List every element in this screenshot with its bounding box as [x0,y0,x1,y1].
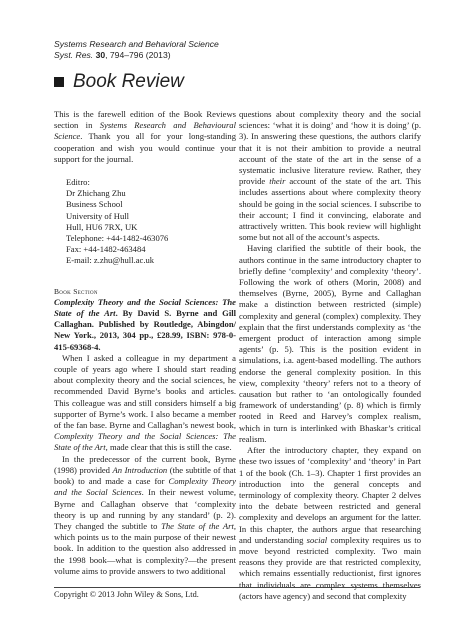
journal-abbrev: Syst. Res. [54,50,94,60]
editor-line: Hull, HU6 7RX, UK [66,221,138,232]
editor-line: Business School [66,199,123,210]
editor-line: University of Hull [66,210,130,221]
italic-span: The State of the Art [161,520,234,531]
italic-span: social [306,534,328,545]
journal-header [54,39,219,61]
journal-citation [54,50,219,61]
copyright-notice: Copyright © 2013 John Wiley & Sons, Ltd. [54,590,199,599]
intro-text-end: . Thank you all for your long-standing cooperation and wish you would continue your support for the journal. [54,131,236,164]
book-details: . By David S. Byrne and Gill Callaghan. Published by Routledge, Abingdon/ New York., 2013, 304 pp., £28.99, ISBN: 978-0-415-69368-4. [54,308,236,352]
editor-line: Fax: +44-1482-463484 [66,244,146,255]
text-span: . In their newest volume, Byrne and Callaghan observe that ‘complexity theory is up and running by any standard’ (p. 2). They changed the subtitle to [54,487,236,531]
journal-name: Systems Research and Behavioral Science [54,39,219,49]
editor-email: E-mail: z.zhu@hull.ac.uk [66,255,155,266]
text-span: (the subtitle of that book) to and made a case for [54,464,236,487]
right-column [239,109,421,602]
text-span: When I asked a colleague in my department a couple of years ago where I should start reading about complexity theory and the social sciences, he recommended David Byrne’s books and articles. This colleague was and still considers himself a big supporter of Byrne’s work. I also became a member of the fan base. Byrne and Callaghan’s newest book, [54,352,236,431]
text-span: After the introductory chapter, they expand on these two issues of ‘complexity’ and ‘theory’ in Part 1 of the book (Ch. 1–3). Chapter 1 first provides an introduction into the general concepts and terminology of complexity theory. Chapter 2 delves into the debate between restricted and general complexity and develops an argument for the latter. In this chapter, the authors argue that researching and understanding [239,445,421,545]
editor-contact [66,177,236,267]
intro-paragraph [54,109,236,165]
book-citation [54,297,236,353]
italic-span: Complexity Theory and the Social Sciences: The State of the Art [54,431,236,453]
section-heading [54,70,184,94]
book-section-label: Book Section [54,286,98,296]
review-paragraph [54,353,236,454]
review-paragraph [54,454,236,577]
text-span: , which points us to the main purpose of their newest book. In addition to the question also addressed in the 1998 book—what is complexity?—the present volume aims to provide answers to two additional [54,520,236,576]
review-paragraph [239,109,421,243]
left-column [54,109,236,577]
review-paragraph: Having clarified the subtitle of their book, the authors continue in the same introductory chapter to briefly define ‘complexity’ and complexity ‘theory’. Following the work of others (Morin, 2008) and themselves (Byrne, 2005), Byrne and Callaghan make a distinction between restricted (simple) complexity and general (complex) complexity. They explain that the first understands complexity as ‘the emergent product of interaction among simple agents’ (p. 5). This is the position evident in simulations, i.a. agent-based modelling. The authors endorse the general complexity position. In this view, complexity ‘theory’ refers not to a theory of causation but rather to ‘an ontologically founded framework of understanding’ (p. 8) which is firmly rooted in Reed and Harvey’s complex realism, which in turn is interlinked with Bhaskar’s critical realism. [239,243,421,444]
editor-line: Editro: [66,177,90,188]
book-title: Complexity Theory and the Social Sciences: The State of the Art [54,296,236,319]
journal-volume: 30 [95,50,106,60]
section-square-icon [54,77,64,87]
journal-pages: , 794–796 (2013) [105,50,171,60]
intro-journal-title: Systems Research and Behavioural Science [54,120,236,142]
italic-span: An Introduction [112,464,168,475]
text-span: , made clear that this is still the case. [105,442,232,453]
text-span: account of the state of the art. This includes assertions about where complexity theory should be going in the social sciences. I subscribe to their account; I find it convincing, elaborate and attractively written. This book review will highlight some but not all of the account’s aspects. [239,176,421,243]
text-span: complexity requires us to move beyond restricted complexity. Two main reasons they provide are that restricted complexity, which remains essentially reductionist, first ignores that individuals are complex systems themselves (actors have agency) and second that complexity [239,534,421,601]
editor-line: Dr Zhichang Zhu [66,188,126,199]
section-title: Book Review [73,71,184,92]
text-span: In the predecessor of the current book, Byrne (1998) provided [54,453,236,475]
footer-divider [54,587,420,588]
intro-text: This is the farewell edition of the Book Reviews section in [54,109,236,131]
editor-line: Telephone: +44-1482-463076 [66,233,169,244]
text-span: questions about complexity theory and the social sciences: ‘what it is doing’ and ‘how it is doing’ (p. 3). In answering these questions, the authors clarify that it is not their ambition to provide a neutral account of the state of the art in the sense of a systematic inclusive literature review. Rather, they provide [239,109,421,187]
italic-span: Complexity Theory and the Social Sciences [54,476,236,498]
review-paragraph [239,445,421,602]
italic-span: their [269,176,286,187]
